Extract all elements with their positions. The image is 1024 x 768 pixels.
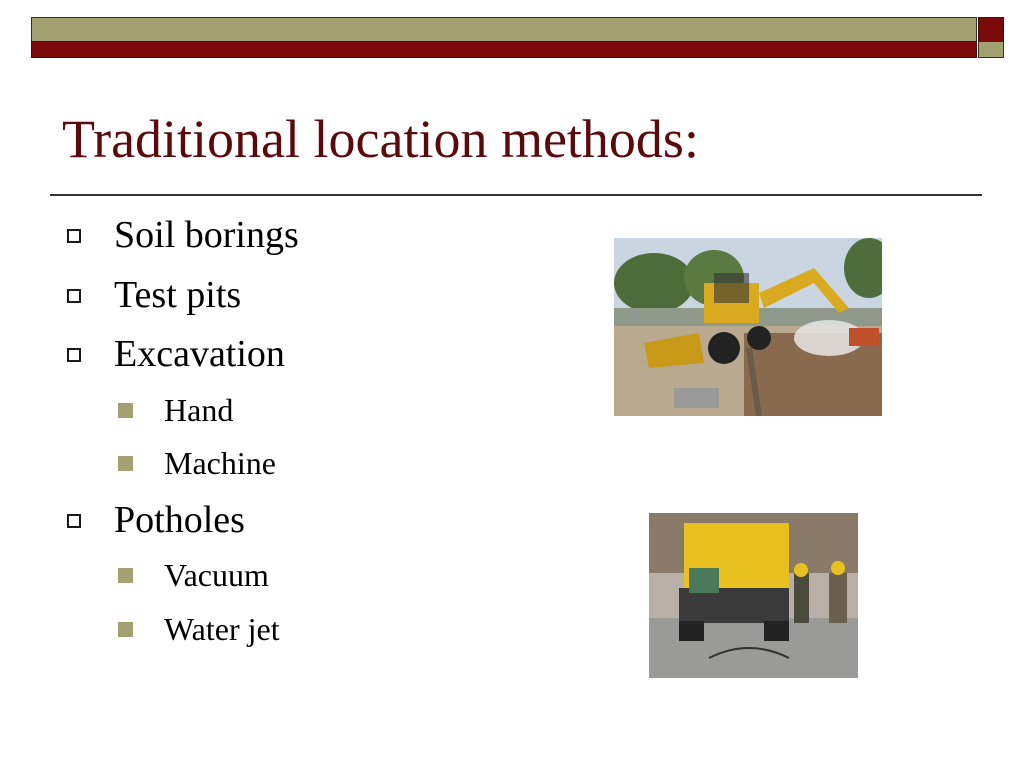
bullet-soil-borings: Soil borings: [114, 214, 299, 256]
subbullet-water-jet: Water jet: [164, 611, 280, 647]
filled-square-bullet-icon: [118, 568, 133, 583]
bullet-test-pits: Test pits: [114, 274, 242, 316]
header-corner-olive: [978, 41, 1004, 58]
header-bar-maroon: [31, 41, 977, 58]
filled-square-bullet-icon: [118, 456, 133, 471]
hollow-square-bullet-icon: [67, 514, 81, 528]
header-corner-maroon: [978, 17, 1004, 42]
hollow-square-bullet-icon: [67, 289, 81, 303]
subbullet-machine: Machine: [164, 445, 276, 481]
filled-square-bullet-icon: [118, 403, 133, 418]
bullet-potholes: Potholes: [114, 499, 245, 541]
backhoe-excavator-photo: [614, 238, 882, 416]
hollow-square-bullet-icon: [67, 348, 81, 362]
hollow-square-bullet-icon: [67, 229, 81, 243]
filled-square-bullet-icon: [118, 622, 133, 637]
subbullet-hand: Hand: [164, 392, 234, 428]
subbullet-vacuum: Vacuum: [164, 557, 269, 593]
vacuum-truck-photo: [649, 513, 858, 678]
title-divider: [50, 194, 982, 196]
slide-title: Traditional location methods:: [62, 109, 699, 169]
header-bar-olive: [31, 17, 977, 42]
bullet-excavation: Excavation: [114, 333, 285, 375]
